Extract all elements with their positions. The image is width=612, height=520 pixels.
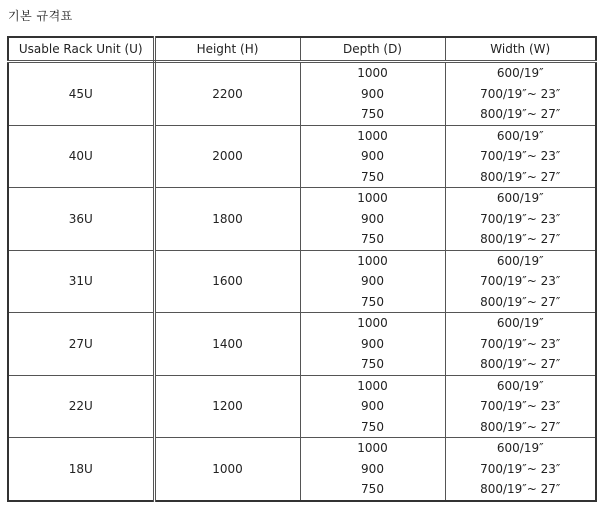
cell-width: 600/19″: [445, 375, 596, 396]
cell-depth: 900: [300, 459, 445, 480]
cell-width: 600/19″: [445, 188, 596, 209]
cell-width: 700/19″~ 23″: [445, 271, 596, 292]
table-row: [8, 188, 596, 209]
cell-width: 700/19″~ 23″: [445, 459, 596, 480]
table-body: [8, 62, 596, 501]
cell-depth: 900: [300, 84, 445, 105]
cell-depth: 1000: [300, 125, 445, 146]
cell-height: 2000: [154, 125, 300, 188]
cell-height: 1800: [154, 188, 300, 251]
cell-rack-unit: 22U: [8, 375, 154, 438]
page-title: 기본 규격표: [8, 9, 73, 23]
cell-width: 800/19″~ 27″: [445, 479, 596, 501]
cell-width: 700/19″~ 23″: [445, 146, 596, 167]
cell-width: 600/19″: [445, 250, 596, 271]
cell-rack-unit: 31U: [8, 250, 154, 313]
cell-depth: 750: [300, 167, 445, 188]
table-row: [8, 313, 596, 334]
cell-height: 1400: [154, 313, 300, 376]
cell-width: 800/19″~ 27″: [445, 104, 596, 125]
cell-depth: 900: [300, 209, 445, 230]
cell-depth: 1000: [300, 250, 445, 271]
cell-depth: 900: [300, 396, 445, 417]
cell-width: 700/19″~ 23″: [445, 334, 596, 355]
table-row: [8, 62, 596, 84]
cell-width: 800/19″~ 27″: [445, 167, 596, 188]
cell-depth: 750: [300, 479, 445, 501]
table-row: [8, 438, 596, 459]
cell-height: 1200: [154, 375, 300, 438]
cell-width: 800/19″~ 27″: [445, 292, 596, 313]
table-row: [8, 250, 596, 271]
cell-width: 600/19″: [445, 62, 596, 84]
cell-depth: 750: [300, 229, 445, 250]
cell-rack-unit: 36U: [8, 188, 154, 251]
cell-depth: 900: [300, 271, 445, 292]
cell-width: 800/19″~ 27″: [445, 229, 596, 250]
cell-width: 700/19″~ 23″: [445, 396, 596, 417]
cell-depth: 750: [300, 292, 445, 313]
cell-depth: 750: [300, 417, 445, 438]
cell-height: 1000: [154, 438, 300, 501]
cell-depth: 900: [300, 146, 445, 167]
column-header-height: Height (H): [154, 37, 300, 62]
cell-depth: 900: [300, 334, 445, 355]
cell-width: 800/19″~ 27″: [445, 354, 596, 375]
spec-table: [7, 36, 597, 502]
table-row: [8, 375, 596, 396]
cell-width: 800/19″~ 27″: [445, 417, 596, 438]
column-header-unit: Usable Rack Unit (U): [8, 37, 154, 62]
cell-height: 1600: [154, 250, 300, 313]
cell-rack-unit: 45U: [8, 62, 154, 126]
cell-width: 600/19″: [445, 313, 596, 334]
table-header-row: [8, 37, 596, 62]
cell-width: 600/19″: [445, 438, 596, 459]
cell-depth: 1000: [300, 375, 445, 396]
cell-rack-unit: 27U: [8, 313, 154, 376]
cell-rack-unit: 18U: [8, 438, 154, 501]
cell-depth: 1000: [300, 438, 445, 459]
cell-rack-unit: 40U: [8, 125, 154, 188]
column-header-width: Width (W): [445, 37, 596, 62]
table-row: [8, 125, 596, 146]
cell-height: 2200: [154, 62, 300, 126]
cell-width: 600/19″: [445, 125, 596, 146]
cell-width: 700/19″~ 23″: [445, 84, 596, 105]
cell-depth: 1000: [300, 188, 445, 209]
cell-width: 700/19″~ 23″: [445, 209, 596, 230]
cell-depth: 750: [300, 104, 445, 125]
cell-depth: 1000: [300, 313, 445, 334]
column-header-depth: Depth (D): [300, 37, 445, 62]
cell-depth: 750: [300, 354, 445, 375]
cell-depth: 1000: [300, 62, 445, 84]
